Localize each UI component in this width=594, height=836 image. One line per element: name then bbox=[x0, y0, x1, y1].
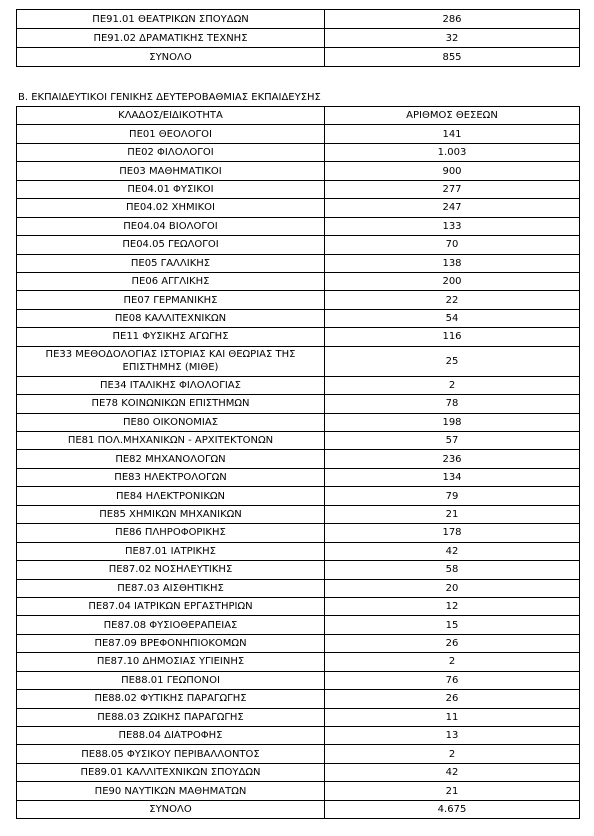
total-label: ΣΥΝΟΛΟ bbox=[17, 800, 325, 818]
table-a-body bbox=[17, 10, 580, 67]
table-row bbox=[17, 487, 580, 505]
specialty-cell: ΠΕ84 ΗΛΕΚΤΡΟΝΙΚΩΝ bbox=[17, 487, 325, 505]
table-row bbox=[17, 690, 580, 708]
table-row bbox=[17, 309, 580, 327]
specialty-cell: ΠΕ91.01 ΘΕΑΤΡΙΚΩΝ ΣΠΟΥΔΩΝ bbox=[17, 10, 325, 29]
specialty-cell: ΠΕ88.03 ΖΩΙΚΗΣ ΠΑΡΑΓΩΓΗΣ bbox=[17, 708, 325, 726]
specialty-cell: ΠΕ88.05 ΦΥΣΙΚΟΥ ΠΕΡΙΒΑΛΛΟΝΤΟΣ bbox=[17, 745, 325, 763]
specialty-cell: ΠΕ33 ΜΕΘΟΔΟΛΟΓΙΑΣ ΙΣΤΟΡΙΑΣ ΚΑΙ ΘΕΩΡΙΑΣ ΤΗΣ ΕΠΙΣΤΗΜΗΣ (ΜΙΘΕ) bbox=[17, 346, 325, 376]
table-row bbox=[17, 727, 580, 745]
specialty-cell: ΠΕ87.08 ΦΥΣΙΟΘΕΡΑΠΕΙΑΣ bbox=[17, 616, 325, 634]
total-row bbox=[17, 48, 580, 67]
table-row bbox=[17, 616, 580, 634]
specialty-cell: ΠΕ03 ΜΑΘΗΜΑΤΙΚΟΙ bbox=[17, 162, 325, 180]
table-row bbox=[17, 328, 580, 346]
positions-cell: 286 bbox=[325, 10, 580, 29]
positions-cell: 1.003 bbox=[325, 143, 580, 161]
positions-cell: 247 bbox=[325, 199, 580, 217]
positions-cell: 32 bbox=[325, 29, 580, 48]
positions-cell: 42 bbox=[325, 542, 580, 560]
table-row bbox=[17, 524, 580, 542]
specialty-cell: ΠΕ81 ΠΟΛ.ΜΗΧΑΝΙΚΩΝ - ΑΡΧΙΤΕΚΤΟΝΩΝ bbox=[17, 432, 325, 450]
positions-cell: 178 bbox=[325, 524, 580, 542]
specialty-cell: ΠΕ34 ΙΤΑΛΙΚΗΣ ΦΙΛΟΛΟΓΙΑΣ bbox=[17, 376, 325, 394]
table-row bbox=[17, 291, 580, 309]
positions-cell: 141 bbox=[325, 125, 580, 143]
positions-cell: 133 bbox=[325, 217, 580, 235]
positions-cell: 78 bbox=[325, 395, 580, 413]
positions-cell: 21 bbox=[325, 782, 580, 800]
table-row bbox=[17, 180, 580, 198]
specialty-cell: ΠΕ06 ΑΓΓΛΙΚΗΣ bbox=[17, 272, 325, 290]
positions-cell: 2 bbox=[325, 745, 580, 763]
specialty-cell: ΠΕ85 ΧΗΜΙΚΩΝ ΜΗΧΑΝΙΚΩΝ bbox=[17, 505, 325, 523]
total-label: ΣΥΝΟΛΟ bbox=[17, 48, 325, 67]
positions-cell: 25 bbox=[325, 346, 580, 376]
specialty-cell: ΠΕ82 ΜΗΧΑΝΟΛΟΓΩΝ bbox=[17, 450, 325, 468]
table-row bbox=[17, 143, 580, 161]
positions-cell: 22 bbox=[325, 291, 580, 309]
specialty-cell: ΠΕ04.02 ΧΗΜΙΚΟΙ bbox=[17, 199, 325, 217]
table-row bbox=[17, 782, 580, 800]
table-row bbox=[17, 745, 580, 763]
table-row bbox=[17, 29, 580, 48]
specialty-cell: ΠΕ86 ΠΛΗΡΟΦΟΡΙΚΗΣ bbox=[17, 524, 325, 542]
table-row bbox=[17, 763, 580, 781]
specialty-cell: ΠΕ07 ΓΕΡΜΑΝΙΚΗΣ bbox=[17, 291, 325, 309]
table-row bbox=[17, 597, 580, 615]
specialty-cell: ΠΕ87.01 ΙΑΤΡΙΚΗΣ bbox=[17, 542, 325, 560]
positions-cell: 11 bbox=[325, 708, 580, 726]
table-row bbox=[17, 217, 580, 235]
table-row bbox=[17, 561, 580, 579]
table-row bbox=[17, 162, 580, 180]
positions-cell: 70 bbox=[325, 236, 580, 254]
specialty-cell: ΠΕ87.10 ΔΗΜΟΣΙΑΣ ΥΓΙΕΙΝΗΣ bbox=[17, 653, 325, 671]
table-row bbox=[17, 254, 580, 272]
positions-cell: 20 bbox=[325, 579, 580, 597]
specialty-cell: ΠΕ87.04 ΙΑΤΡΙΚΩΝ ΕΡΓΑΣΤΗΡΙΩΝ bbox=[17, 597, 325, 615]
table-row bbox=[17, 450, 580, 468]
table-row bbox=[17, 376, 580, 394]
table-row bbox=[17, 236, 580, 254]
positions-cell: 134 bbox=[325, 468, 580, 486]
positions-cell: 12 bbox=[325, 597, 580, 615]
specialty-cell: ΠΕ88.01 ΓΕΩΠΟΝΟΙ bbox=[17, 671, 325, 689]
specialty-cell: ΠΕ11 ΦΥΣΙΚΗΣ ΑΓΩΓΗΣ bbox=[17, 328, 325, 346]
positions-cell: 198 bbox=[325, 413, 580, 431]
positions-cell: 116 bbox=[325, 328, 580, 346]
positions-cell: 21 bbox=[325, 505, 580, 523]
specialty-cell: ΠΕ02 ΦΙΛΟΛΟΓΟΙ bbox=[17, 143, 325, 161]
specialty-cell: ΠΕ87.03 ΑΙΣΘΗΤΙΚΗΣ bbox=[17, 579, 325, 597]
specialty-cell: ΠΕ78 ΚΟΙΝΩΝΙΚΩΝ ΕΠΙΣΤΗΜΩΝ bbox=[17, 395, 325, 413]
positions-cell: 79 bbox=[325, 487, 580, 505]
specialty-cell: ΠΕ83 ΗΛΕΚΤΡΟΛΟΓΩΝ bbox=[17, 468, 325, 486]
positions-cell: 76 bbox=[325, 671, 580, 689]
total-value: 4.675 bbox=[325, 800, 580, 818]
table-row bbox=[17, 199, 580, 217]
table-row bbox=[17, 505, 580, 523]
table-b-body bbox=[17, 107, 580, 819]
table-row bbox=[17, 634, 580, 652]
positions-cell: 277 bbox=[325, 180, 580, 198]
positions-cell: 26 bbox=[325, 690, 580, 708]
positions-cell: 2 bbox=[325, 376, 580, 394]
column-header-specialty: ΚΛΑΔΟΣ/ΕΙΔΙΚΟΤΗΤΑ bbox=[17, 107, 325, 125]
positions-cell: 15 bbox=[325, 616, 580, 634]
section-b-title: Β. ΕΚΠΑΙΔΕΥΤΙΚΟΙ ΓΕΝΙΚΗΣ ΔΕΥΤΕΡΟΒΑΘΜΙΑΣ ΕΚΠΑΙΔΕΥΣΗΣ bbox=[18, 92, 321, 103]
specialty-cell: ΠΕ87.09 ΒΡΕΦΟΝΗΠΙΟΚΟΜΩΝ bbox=[17, 634, 325, 652]
table-row bbox=[17, 413, 580, 431]
table-row bbox=[17, 653, 580, 671]
specialty-cell: ΠΕ89.01 ΚΑΛΛΙΤΕΧΝΙΚΩΝ ΣΠΟΥΔΩΝ bbox=[17, 763, 325, 781]
total-row bbox=[17, 800, 580, 818]
positions-cell: 13 bbox=[325, 727, 580, 745]
specialty-cell: ΠΕ91.02 ΔΡΑΜΑΤΙΚΗΣ ΤΕΧΝΗΣ bbox=[17, 29, 325, 48]
specialty-cell: ΠΕ88.02 ΦΥΤΙΚΗΣ ΠΑΡΑΓΩΓΗΣ bbox=[17, 690, 325, 708]
table-a bbox=[16, 9, 580, 67]
specialty-cell: ΠΕ01 ΘΕΟΛΟΓΟΙ bbox=[17, 125, 325, 143]
specialty-cell: ΠΕ90 ΝΑΥΤΙΚΩΝ ΜΑΘΗΜΑΤΩΝ bbox=[17, 782, 325, 800]
table-row bbox=[17, 125, 580, 143]
specialty-cell: ΠΕ04.05 ΓΕΩΛΟΓΟΙ bbox=[17, 236, 325, 254]
specialty-cell: ΠΕ80 ΟΙΚΟΝΟΜΙΑΣ bbox=[17, 413, 325, 431]
positions-cell: 2 bbox=[325, 653, 580, 671]
table-row bbox=[17, 542, 580, 560]
table-row bbox=[17, 708, 580, 726]
positions-cell: 900 bbox=[325, 162, 580, 180]
positions-cell: 42 bbox=[325, 763, 580, 781]
positions-cell: 54 bbox=[325, 309, 580, 327]
table-row bbox=[17, 432, 580, 450]
specialty-cell: ΠΕ08 ΚΑΛΛΙΤΕΧΝΙΚΩΝ bbox=[17, 309, 325, 327]
table-b bbox=[16, 106, 580, 819]
specialty-cell: ΠΕ04.04 ΒΙΟΛΟΓΟΙ bbox=[17, 217, 325, 235]
specialty-cell: ΠΕ04.01 ΦΥΣΙΚΟΙ bbox=[17, 180, 325, 198]
total-value: 855 bbox=[325, 48, 580, 67]
table-row bbox=[17, 468, 580, 486]
table-row bbox=[17, 395, 580, 413]
positions-cell: 57 bbox=[325, 432, 580, 450]
positions-cell: 200 bbox=[325, 272, 580, 290]
specialty-cell: ΠΕ05 ΓΑΛΛΙΚΗΣ bbox=[17, 254, 325, 272]
specialty-cell: ΠΕ88.04 ΔΙΑΤΡΟΦΗΣ bbox=[17, 727, 325, 745]
specialty-cell: ΠΕ87.02 ΝΟΣΗΛΕΥΤΙΚΗΣ bbox=[17, 561, 325, 579]
positions-cell: 26 bbox=[325, 634, 580, 652]
table-row bbox=[17, 579, 580, 597]
table-row bbox=[17, 10, 580, 29]
table-row bbox=[17, 272, 580, 290]
table-row bbox=[17, 346, 580, 376]
positions-cell: 138 bbox=[325, 254, 580, 272]
header-row bbox=[17, 107, 580, 125]
table-row bbox=[17, 671, 580, 689]
positions-cell: 58 bbox=[325, 561, 580, 579]
positions-cell: 236 bbox=[325, 450, 580, 468]
column-header-positions: ΑΡΙΘΜΟΣ ΘΕΣΕΩΝ bbox=[325, 107, 580, 125]
